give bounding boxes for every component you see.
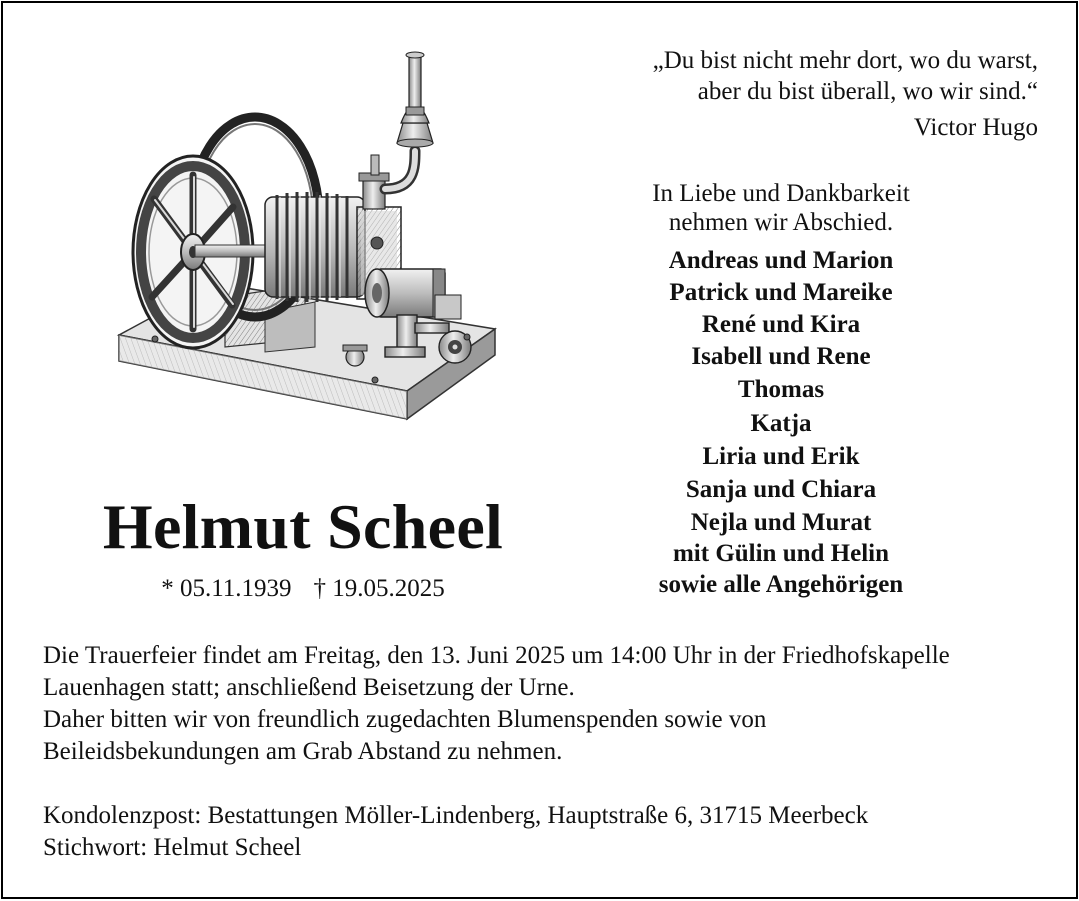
family-member: Liria und Erik [702,443,860,470]
family-member: Katja [750,410,812,437]
birth-date: * 05.11.1939 [161,575,292,602]
notice-line: Daher bitten wir von freundlich zugedachten Blumenspenden sowie von [43,706,767,733]
family-member: René und Kira [701,311,861,338]
farewell-line: In Liebe und Dankbarkeit [652,180,910,207]
family-member: Thomas [737,376,825,403]
family-member: Andreas und Marion [668,247,894,274]
quote-line: aber du bist überall, wo wir sind.“ [697,78,1038,105]
service-notice [43,640,1063,768]
family-member: Patrick und Mareike [669,279,893,306]
obituary-notice [1,1,1078,899]
quote [653,45,1038,107]
condolence-keyword: Stichwort: Helmut Scheel [43,834,302,861]
family-member: mit Gülin und Helin [672,540,890,567]
life-dates [43,573,563,605]
death-date: † 19.05.2025 [313,575,445,602]
farewell-line: nehmen wir Abschied. [668,209,894,236]
family-member: Nejla und Murat [690,509,872,536]
notice-line: Beileidsbekundungen am Grab Abstand zu nehmen. [43,738,563,765]
family-member: Sanja und Chiara [685,476,877,503]
condolence-address: Kondolenzpost: Bestattungen Möller-Lindenberg, Hauptstraße 6, 31715 Meerbeck [43,802,869,829]
family-member: sowie alle Angehörigen [658,571,904,598]
stationary-engine-illustration [115,47,499,437]
family-member: Isabell und Rene [691,343,871,370]
farewell-text [581,179,981,237]
quote-author: Victor Hugo [913,114,1038,141]
deceased-name: Helmut Scheel [102,491,504,562]
quote-line: „Du bist nicht mehr dort, wo du warst, [652,47,1038,74]
notice-line: Lauenhagen statt; anschließend Beisetzung der Urne. [43,674,575,701]
family-list [581,245,981,600]
condolence-contact [43,800,1063,864]
notice-line: Die Trauerfeier findet am Freitag, den 13. Juni 2025 um 14:00 Uhr in der Friedhofskapelle [43,642,950,669]
